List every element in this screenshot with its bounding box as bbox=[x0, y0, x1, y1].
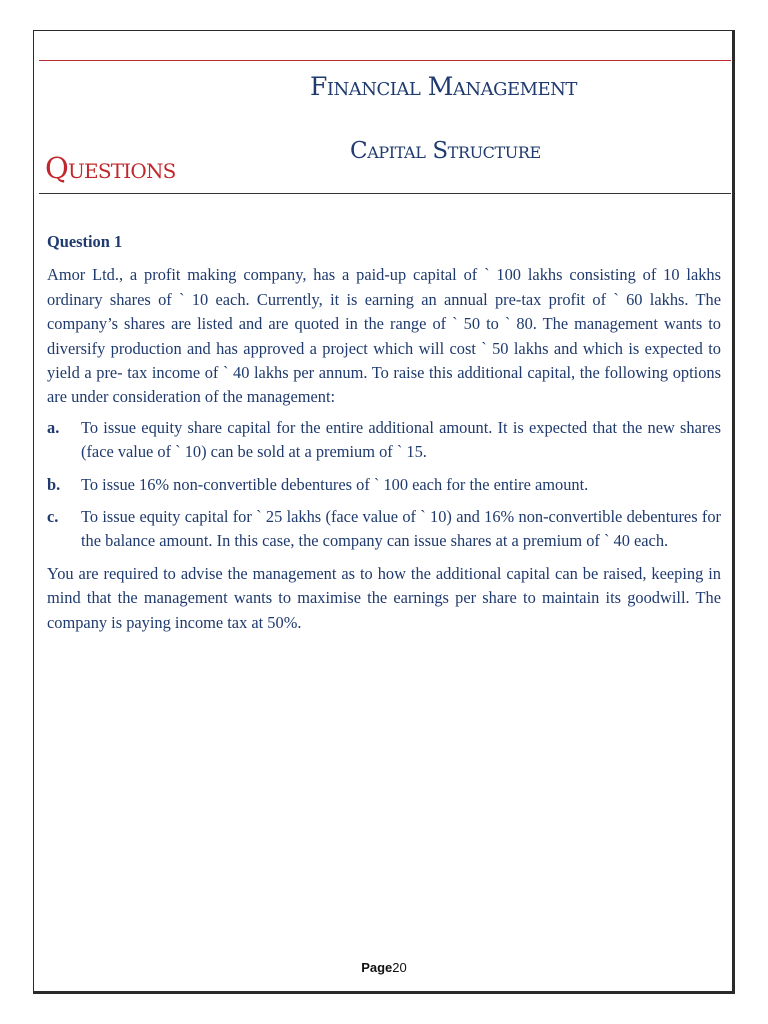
section-heading: Questions bbox=[45, 151, 176, 185]
option-a bbox=[47, 416, 721, 465]
page-number: 20 bbox=[392, 960, 407, 975]
option-letter: b. bbox=[47, 474, 61, 494]
page-title: Financial Management bbox=[310, 72, 577, 101]
header-rule bbox=[39, 193, 731, 194]
option-text: To issue 16% non-convertible debentures of ` 100 each for the entire amount. bbox=[81, 474, 589, 494]
question-intro: Amor Ltd., a profit making company, has a paid-up capital of ` 100 lakhs consisting of 10 lakhs ordinary shares of ` 10 each. Currently, it is earning an annual pre-tax profit of ` 60 lakhs. The company’s shares are listed and are quoted in the range of ` 50 to ` 80. The management wants to diversify production and has approved a project which will cost ` 50 lakhs and which is expected to yield a pre- tax income of ` 40 lakhs per annum. To raise this additional capital, the following options are under consideration of the management: bbox=[47, 265, 721, 407]
option-letter: a. bbox=[47, 417, 60, 437]
header-rule-red bbox=[39, 60, 731, 61]
options-list bbox=[47, 416, 721, 554]
question-closing: You are required to advise the management as to how the additional capital can be raised, keeping in mind that the management wants to maximise the earnings per share to maintain its goodwill. The company is paying income tax at 50%. bbox=[47, 563, 721, 632]
page-label: Page bbox=[361, 960, 393, 975]
option-letter: c. bbox=[47, 507, 59, 527]
option-b bbox=[47, 473, 721, 497]
option-c bbox=[47, 505, 721, 554]
chapter-subtitle: Capital Structure bbox=[350, 138, 541, 164]
question-block bbox=[47, 230, 721, 635]
option-text: To issue equity share capital for the entire additional amount. It is expected that the new shares (face value of ` 10) can be sold at a premium of ` 15. bbox=[81, 417, 721, 462]
page-footer bbox=[0, 960, 768, 975]
question-heading: Question 1 bbox=[47, 232, 123, 251]
option-text: To issue equity capital for ` 25 lakhs (face value of ` 10) and 16% non-convertible debentures for the balance amount. In this case, the company can issue shares at a premium of ` 40 each. bbox=[81, 507, 721, 551]
